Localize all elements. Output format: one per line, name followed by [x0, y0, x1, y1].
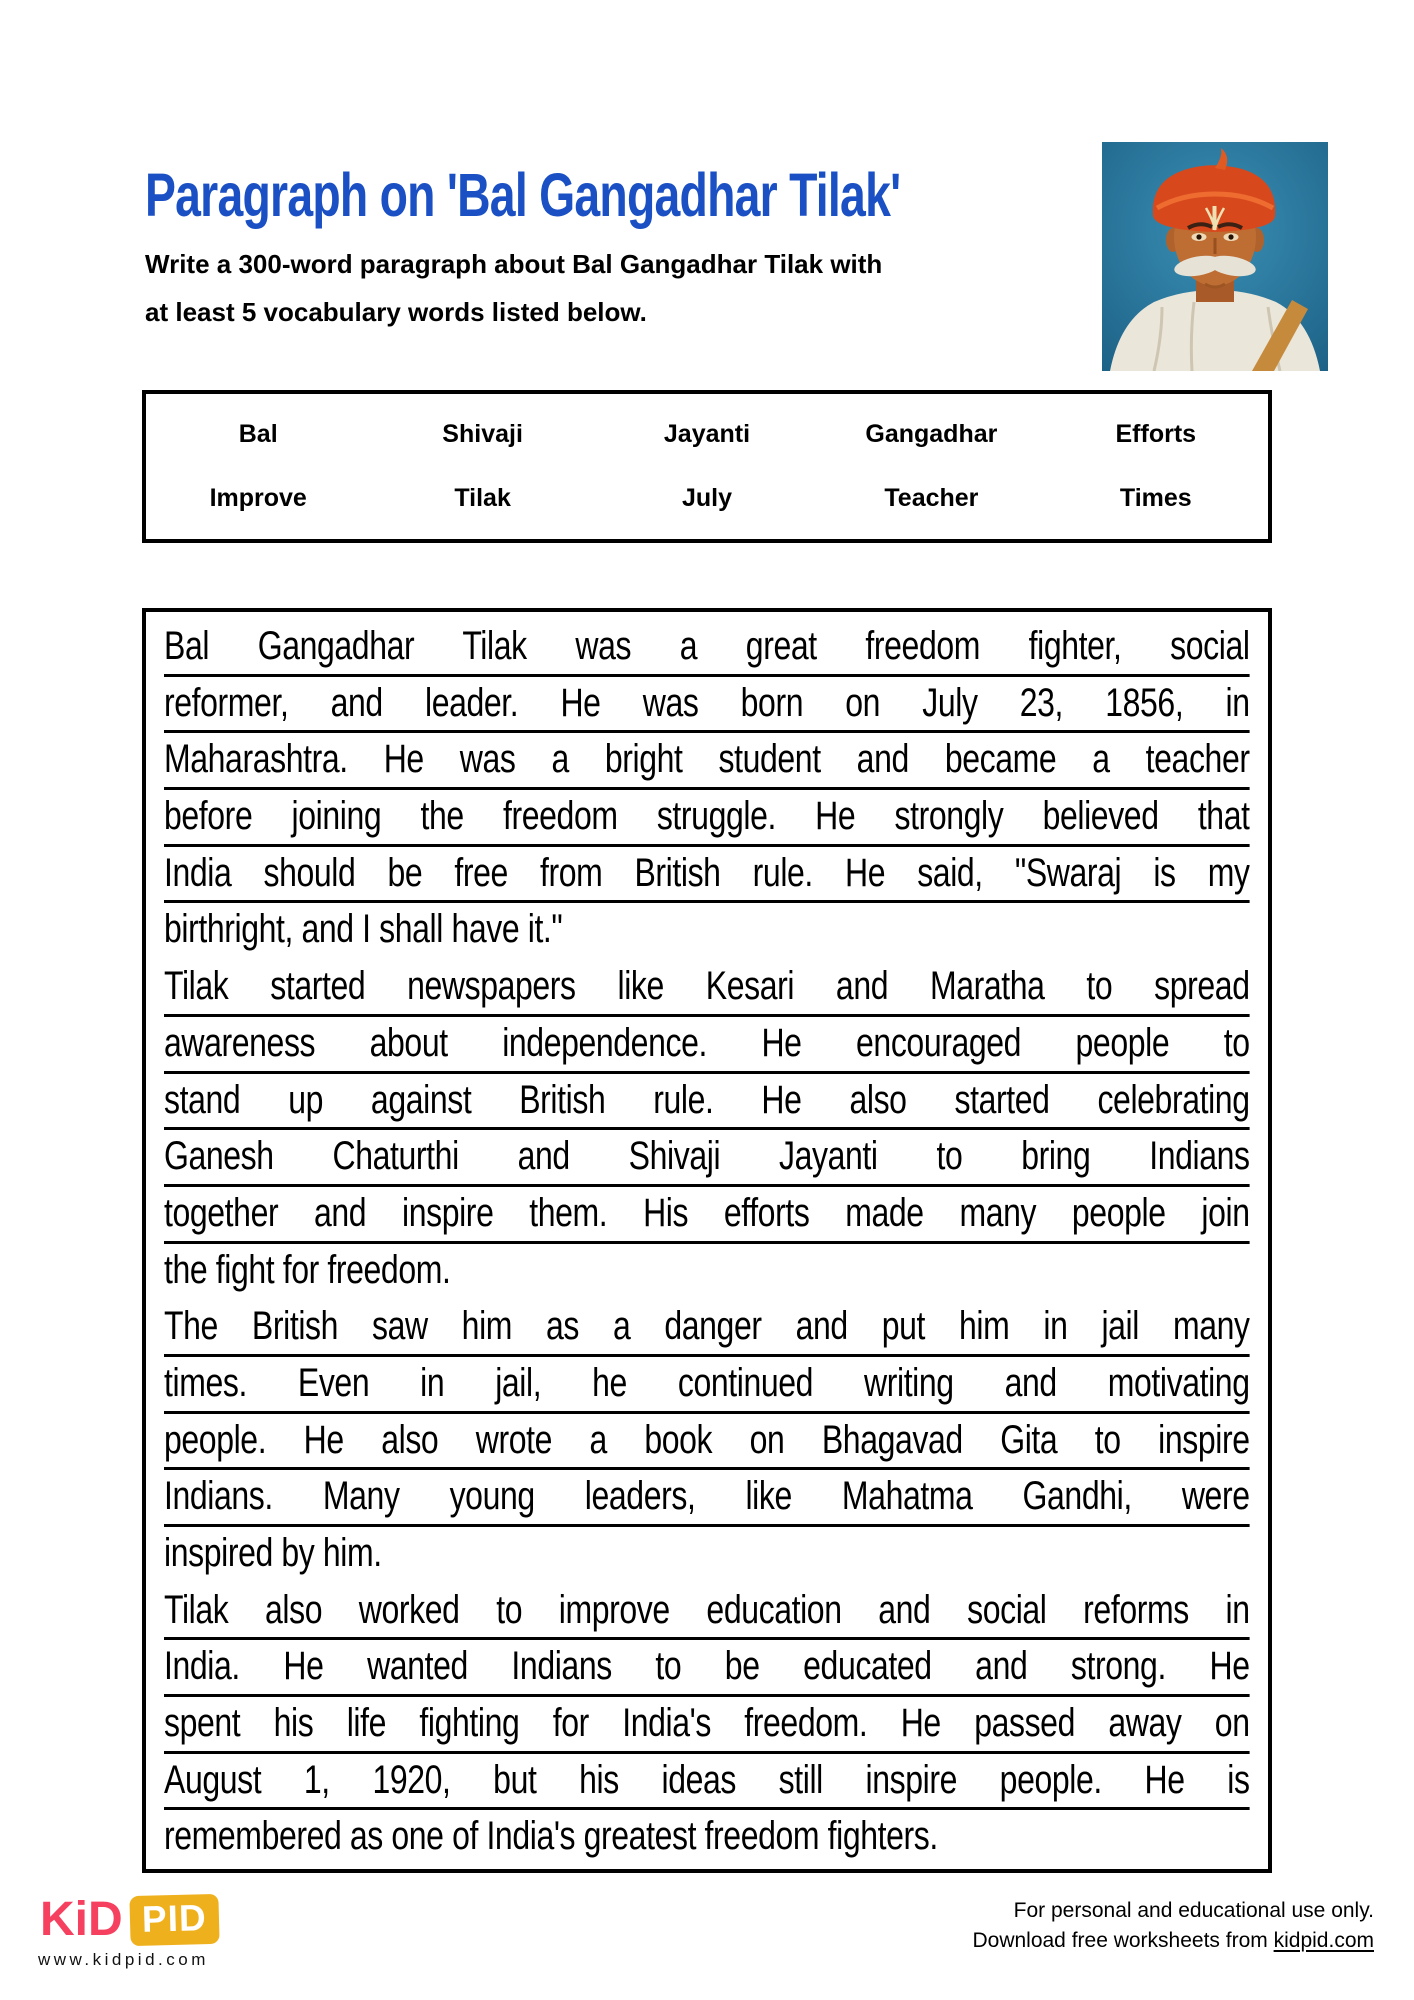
page-title: Paragraph on 'Bal Gangadhar Tilak'	[145, 161, 901, 229]
usage-notice-line-1: For personal and educational use only.	[1013, 1899, 1374, 1922]
paragraph-line: times. Even in jail, he continued writing and motivating	[164, 1357, 1250, 1414]
paragraph-line: Ganesh Chaturthi and Shivaji Jayanti to bring Indians	[164, 1130, 1250, 1187]
kidpid-logo	[40, 1892, 218, 1947]
paragraph-line: The British saw him as a danger and put him in jail many	[164, 1300, 1250, 1357]
left-pupil	[1196, 234, 1201, 239]
vocab-word-efforts: Efforts	[1115, 419, 1197, 448]
vocab-word-shivaji: Shivaji	[442, 419, 523, 448]
usage-notice-line-2	[972, 1926, 1374, 1956]
paragraph-line: together and inspire them. His efforts made many people join	[164, 1187, 1250, 1244]
paragraph-line: before joining the freedom struggle. He strongly believed that	[164, 790, 1250, 847]
paragraph-line: people. He also wrote a book on Bhagavad Gita to inspire	[164, 1414, 1250, 1471]
right-pupil	[1228, 234, 1233, 239]
instructions	[145, 240, 882, 336]
instructions-line-2: at least 5 vocabulary words listed below.	[145, 297, 647, 327]
website-url: www.kidpid.com	[38, 1950, 209, 1969]
logo-pid-badge: PID	[129, 1893, 219, 1945]
paragraph-line: Bal Gangadhar Tilak was a great freedom fighter, social	[164, 620, 1250, 677]
vocabulary-box	[142, 390, 1272, 543]
paragraph-writing-box	[142, 608, 1272, 1873]
paragraph-line: Tilak started newspapers like Kesari and Maratha to spread	[164, 960, 1250, 1017]
paragraph-line: Maharashtra. He was a bright student and became a teacher	[164, 733, 1250, 790]
paragraph-line	[164, 1244, 1250, 1301]
paragraph-line: Tilak also worked to improve education and social reforms in	[164, 1584, 1250, 1641]
paragraph-line-text: birthright, and I shall have it."	[164, 903, 562, 960]
vocab-word-july: July	[681, 484, 732, 513]
paragraph-line: stand up against British rule. He also started celebrating	[164, 1074, 1250, 1131]
paragraph-line	[164, 903, 1250, 960]
usage-notice-prefix: Download free worksheets from	[972, 1929, 1268, 1952]
vocab-word-bal: Bal	[238, 419, 278, 448]
tilak-portrait-drawing	[1102, 142, 1328, 371]
vocab-word-improve: Improve	[209, 484, 307, 513]
vocab-word-jayanti: Jayanti	[663, 419, 751, 448]
paragraph-line-text: inspired by him.	[164, 1527, 382, 1584]
paragraph-line	[164, 1527, 1250, 1584]
paragraph-line: awareness about independence. He encouraged people to	[164, 1017, 1250, 1074]
paragraph-line: Indians. Many young leaders, like Mahatma Gandhi, were	[164, 1470, 1250, 1527]
vocab-word-gangadhar: Gangadhar	[865, 419, 998, 448]
paragraph-line: India. He wanted Indians to be educated and strong. He	[164, 1640, 1250, 1697]
vocab-word-teacher: Teacher	[884, 484, 979, 513]
instructions-line-1: Write a 300-word paragraph about Bal Gangadhar Tilak with	[145, 249, 883, 279]
kidpid-link[interactable]: kidpid.com	[1273, 1929, 1374, 1952]
vocab-word-tilak: Tilak	[454, 484, 511, 513]
paragraph-line: spent his life fighting for India's freedom. He passed away on	[164, 1697, 1250, 1754]
paragraph-line: India should be free from British rule. He said, "Swaraj is my	[164, 847, 1250, 904]
tilak-portrait-image	[1102, 142, 1328, 371]
usage-notice	[972, 1896, 1374, 1956]
logo-kid-text: KiD	[40, 1893, 123, 1946]
paragraph-line	[164, 1810, 1250, 1867]
paragraph-line-text: the fight for freedom.	[164, 1244, 450, 1301]
paragraph-line: August 1, 1920, but his ideas still inspire people. He is	[164, 1754, 1250, 1811]
vocab-word-times: Times	[1119, 484, 1192, 513]
paragraph-line: reformer, and leader. He was born on July 23, 1856, in	[164, 677, 1250, 734]
paragraph-line-text: remembered as one of India's greatest freedom fighters.	[164, 1810, 938, 1867]
